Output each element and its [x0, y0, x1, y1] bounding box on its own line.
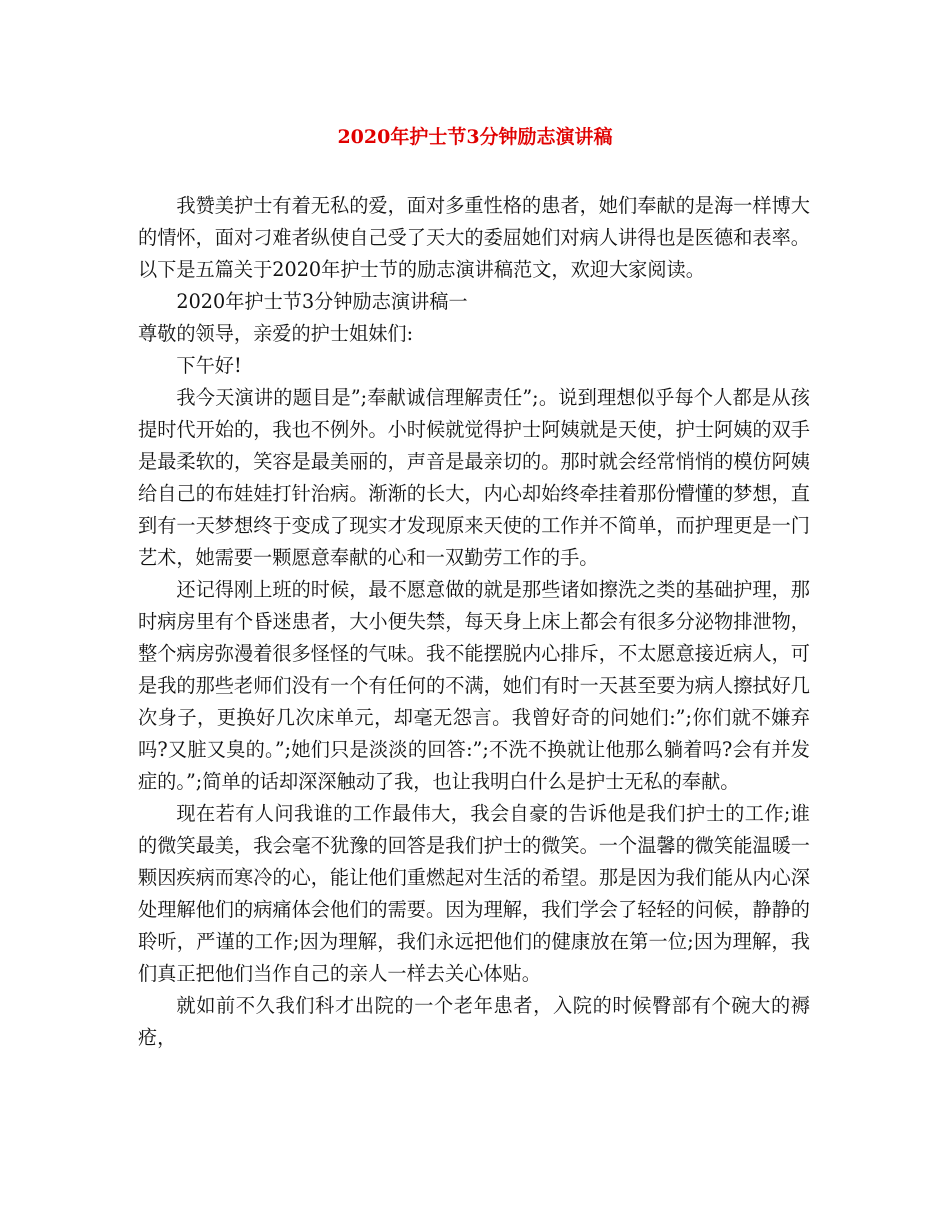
greeting: 下午好! [176, 354, 242, 377]
body-paragraph: 现在若有人问我谁的工作最伟大，我会自豪的告诉他是我们护士的工作;谁的微笑最美，我会毫不犹豫的回答是我们护士的微笑。一个温馨的微笑能温暖一颗因疾病而寒冷的心，能让他们重燃起对生活的希望。那是因为我们能从内心深处理解他们的病痛体会他们的需要。因为理解，我们学会了轻轻的问候，静静的聆听，严谨的工作;因为理解，我们永远把他们的健康放在第一位;因为理解，我们真正把他们当作自己的亲人一样去关心体贴。 [138, 802, 810, 985]
body-paragraph: 还记得刚上班的时候，最不愿意做的就是那些诸如擦洗之类的基础护理，那时病房里有个昏迷患者，大小便失禁，每天身上床上都会有很多分泌物排泄物，整个病房弥漫着很多怪怪的气味。我不能摆脱内心排斥，不太愿意接近病人，可是我的那些老师们没有一个有任何的不满，她们有时一天甚至要为病人擦拭好几次身子，更换好几次床单元，却毫无怨言。我曾好奇的问她们:”;你们就不嫌弃吗?又脏又臭的。”;她们只是淡淡的回答:”;不洗不换就让他那么躺着吗?会有并发症的。”;简单的话却深深触动了我，也让我明白什么是护士无私的奉献。 [138, 578, 810, 793]
section-heading: 2020年护士节3分钟励志演讲稿一 [176, 290, 468, 313]
intro-paragraph: 我赞美护士有着无私的爱，面对多重性格的患者，她们奉献的是海一样博大的情怀，面对刁难者纵使自己受了天大的委屈她们对病人讲得也是医德和表率。以下是五篇关于2020年护士节的励志演讲稿范文，欢迎大家阅读。 [138, 194, 810, 281]
document-body [138, 190, 810, 1054]
body-paragraph: 我今天演讲的题目是”;奉献诚信理解责任”;。说到理想似乎每个人都是从孩提时代开始的，我也不例外。小时候就觉得护士阿姨就是天使，护士阿姨的双手是最柔软的，笑容是最美丽的，声音是最亲切的。那时就会经常悄悄的模仿阿姨给自己的布娃娃打针治病。渐渐的长大，内心却始终牵挂着那份懵懂的梦想，直到有一天梦想终于变成了现实才发现原来天使的工作并不简单，而护理更是一门艺术，她需要一颗愿意奉献的心和一双勤劳工作的手。 [138, 386, 810, 569]
body-paragraph: 就如前不久我们科才出院的一个老年患者，入院的时候臀部有个碗大的褥疮， [138, 994, 810, 1049]
document-title: 2020年护士节3分钟励志演讲稿 [337, 126, 613, 148]
salutation: 尊敬的领导，亲爱的护士姐妹们: [138, 322, 414, 345]
